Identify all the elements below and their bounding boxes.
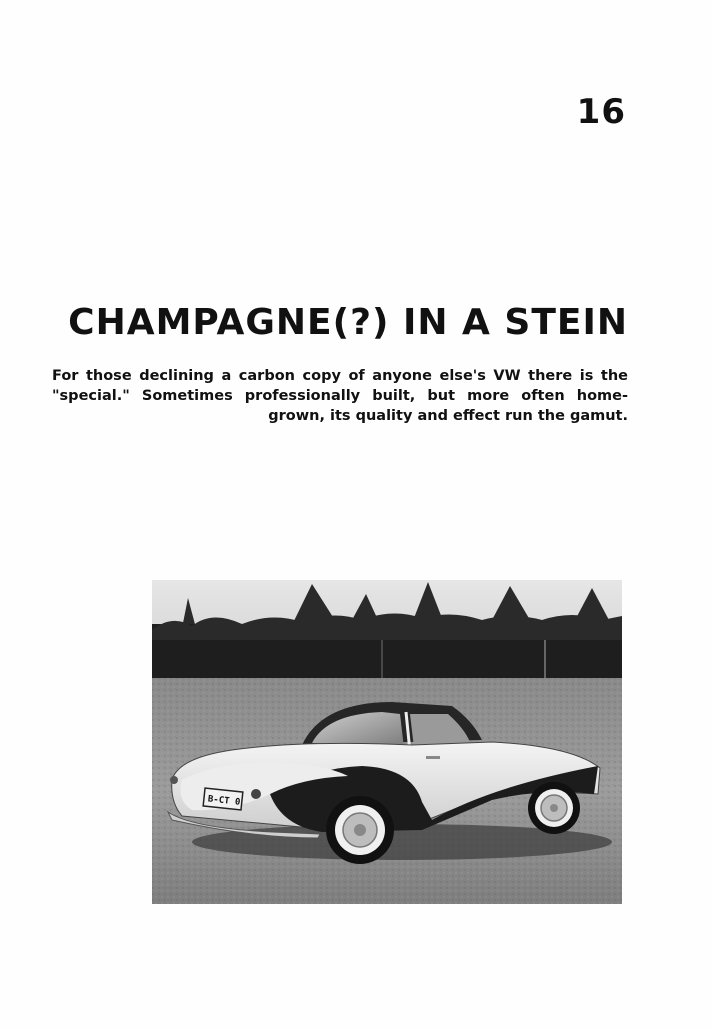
- intro-paragraph: For those declining a carbon copy of anyone else's VW there is the "special." Sometimes professionally built, but more often home-grown, its quality and effect run the gamut.: [52, 368, 628, 424]
- chapter-title: CHAMPAGNE(?) IN A STEIN: [68, 302, 628, 343]
- rear-wheel: [326, 796, 394, 864]
- car-photo: [152, 580, 622, 904]
- license-plate-text: B-CT 0: [207, 794, 241, 808]
- front-wheel: [528, 782, 580, 834]
- page-number: 16: [576, 92, 626, 132]
